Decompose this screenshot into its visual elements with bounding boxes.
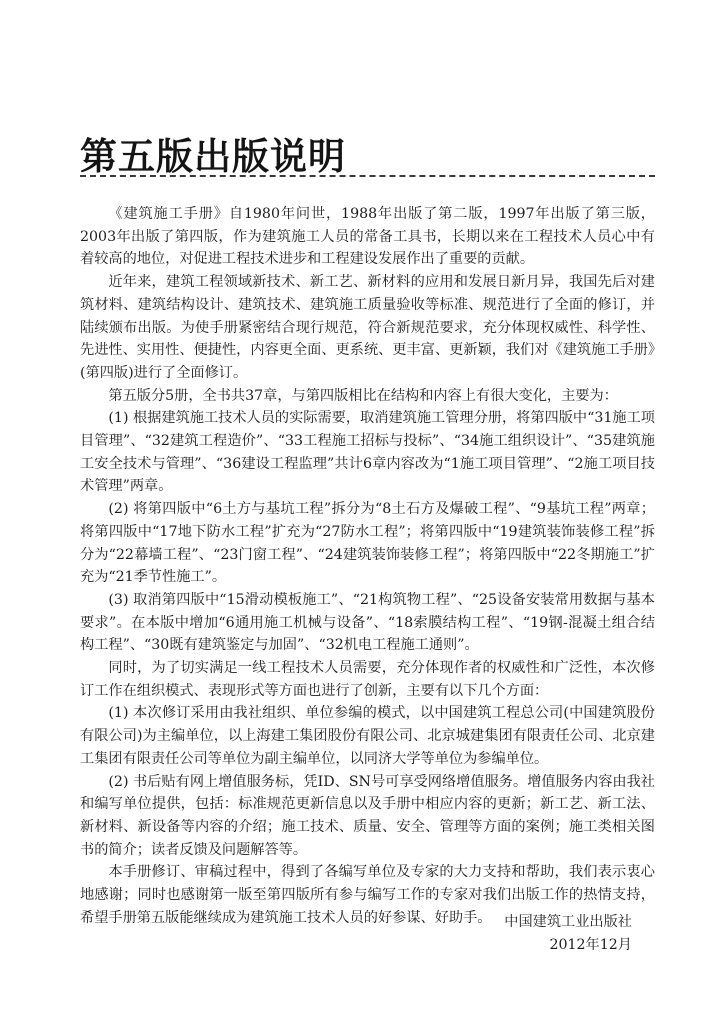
paragraph-change-1: (1) 根据建筑施工技术人员的实际需要，取消建筑施工管理分册，将第四版中“31施工项目管理”、“32建筑工程造价”、“33工程施工招标与投标”、“34施工组织设计”、“35建筑施工安全技术与管理”、“36建设工程监理”共计6章内容改为“1施工项目管理”、“2施工项目技术管理”两章。: [80, 410, 655, 495]
paragraph-change-3: (3) 取消第四版中“15滑动模板施工”、“21构筑物工程”、“25设备安装常用数据与基本要求”。在本版中增加“6通用施工机械与设备”、“18索膜结构工程”、“19钢-混凝土组合结构工程”、“30既有建筑鉴定与加固”、“32机电工程施工通则”。: [80, 591, 655, 654]
paragraph-change-2: (2) 将第四版中“6土方与基坑工程”拆分为“8土石方及爆破工程”、“9基坑工程”两章；将第四版中“17地下防水工程”扩充为“27防水工程”；将第四版中“19建筑装饰装修工程”拆分为“22幕墙工程”、“23门窗工程”、“24建筑装饰装修工程”；将第四版中“22冬期施工”扩充为“21季节性施工”。: [80, 501, 655, 586]
page-title: 第五版出版说明: [80, 135, 346, 178]
paragraph-innovation-intro: 同时，为了切实满足一线工程技术人员需要，充分体现作者的权威性和广泛性，本次修订工作在组织模式、表现形式等方面也进行了创新，主要有以下几个方面：: [80, 660, 655, 699]
title-divider: [80, 175, 655, 177]
paragraph-history: 《建筑施工手册》自1980年问世，1988年出版了第二版，1997年出版了第三版，2003年出版了第四版，作为建筑施工人员的常备工具书，长期以来在工程技术人员心中有着较高的地位，对促进工程技术进步和工程建设发展作出了重要的贡献。: [80, 206, 655, 268]
paragraph-acknowledgement: 本手册修订、审稿过程中，得到了各编写单位及专家的大力支持和帮助，我们表示衷心地感谢；同时也感谢第一版至第四版所有参与编写工作的专家对我们出版工作的热情支持，希望手册第五版能继续成为建筑施工技术人员的好参谋、好助手。: [80, 864, 655, 926]
paragraph-revision-background: 近年来，建筑工程领域新技术、新工艺、新材料的应用和发展日新月异，我国先后对建筑材料、建筑结构设计、建筑技术、建筑施工质量验收等标准、规范进行了全面的修订，并陆续颁布出版。为使手册紧密结合现行规范，符合新规范要求，充分体现权威性、科学性、先进性、实用性、便捷性，内容更全面、更系统、更丰富、更新颖，我们对《建筑施工手册》(第四版)进行了全面修订。: [80, 274, 655, 381]
signature-date: 2012年12月: [549, 937, 632, 953]
publisher-signature: 中国建筑工业出版社: [504, 914, 632, 930]
paragraph-innovation-2: (2) 书后贴有网上增值服务标，凭ID、SN号可享受网络增值服务。增值服务内容由我社和编写单位提供，包括：标准规范更新信息以及手册中相应内容的更新；新工艺、新工法、新材料、新设备等内容的介绍；施工技术、质量、安全、管理等方面的案例；施工类相关图书的简介；读者反馈及问题解答等。: [80, 773, 655, 858]
paragraph-innovation-1: (1) 本次修订采用由我社组织、单位参编的模式，以中国建筑工程总公司(中国建筑股份有限公司)为主编单位，以上海建工集团股份有限公司、北京城建集团有限责任公司、北京建工集团有限责任公司等单位为副主编单位，以同济大学等单位为参编单位。: [80, 705, 655, 767]
paragraph-structure-intro: 第五版分5册，全书共37章，与第四版相比在结构和内容上有很大变化，主要为：: [108, 387, 618, 404]
body-text: [80, 203, 655, 930]
